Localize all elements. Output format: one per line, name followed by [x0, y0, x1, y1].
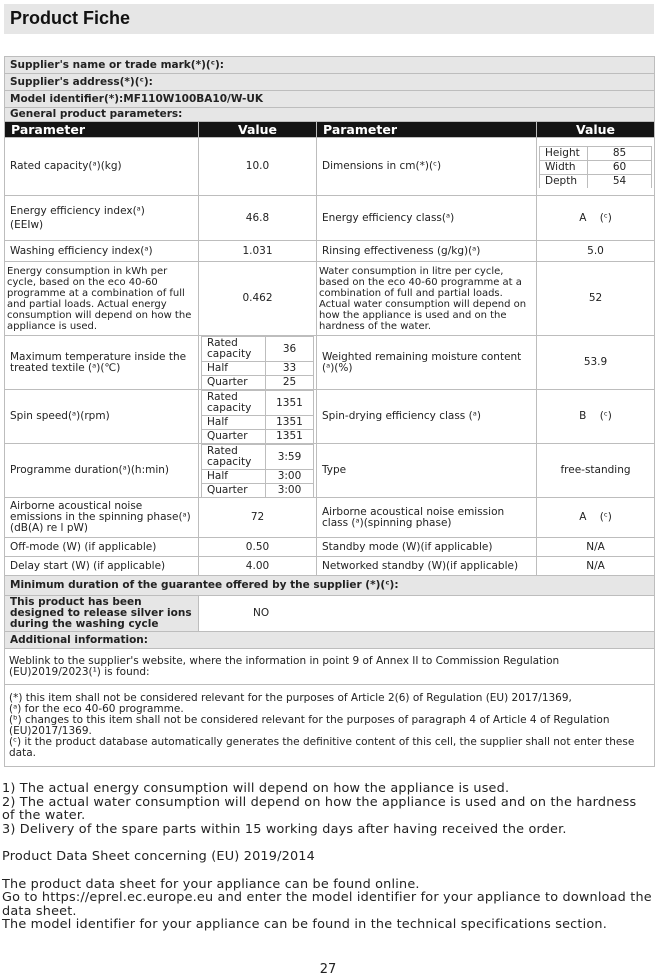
- footnote: (ᵇ) changes to this item shall not be considered relevant for the purposes of paragraph 4 of Article 4 of Regulation (EU)2017/1369.: [9, 713, 610, 737]
- moisture-value: 53.9: [537, 336, 655, 390]
- header-value: Value: [199, 122, 317, 138]
- depth-value: 54: [588, 174, 652, 188]
- footnote: (*) this item shall not be considered relevant for the purposes of Article 2(6) of Regulation (EU) 2017/1369,: [9, 691, 572, 704]
- standby-label: Standby mode (W)(if applicable): [317, 538, 537, 557]
- guarantee-row: Minimum duration of the guarantee offered by the supplier (*)(ᶜ):: [5, 576, 655, 596]
- depth-label: Depth: [540, 174, 588, 188]
- datasheet-title: Product Data Sheet concerning (EU) 2019/2014: [2, 849, 315, 864]
- washing-efficiency-label: Washing efficiency index(ᵃ): [5, 241, 199, 262]
- note-energy: 1) The actual energy consumption will depend on how the appliance is used.: [2, 781, 510, 796]
- spin-speed-label: Spin speed(ᵃ)(rpm): [5, 390, 199, 444]
- water-consumption-value: 52: [537, 262, 655, 336]
- spin-class-value: B (ᶜ): [537, 390, 655, 444]
- rinsing-value: 5.0: [537, 241, 655, 262]
- height-label: Height: [540, 146, 588, 160]
- dimensions-cell: [537, 138, 655, 196]
- header-parameter: Parameter: [5, 122, 199, 138]
- header-parameter-2: Parameter: [317, 122, 537, 138]
- width-value: 60: [588, 160, 652, 174]
- footnotes: [5, 685, 655, 767]
- max-temp-cell: Rated capacity 36 Half 33 Quarter 25: [199, 336, 317, 390]
- datasheet-para-2: Go to https://eprel.ec.europe.eu and enter the model identifier for your appliance to download the data sheet.: [2, 890, 652, 919]
- product-fiche-table: [4, 56, 654, 767]
- supplier-address-row: Supplier's address(*)(ᶜ):: [5, 74, 655, 91]
- additional-info-row: Additional information:: [5, 632, 655, 649]
- networked-label: Networked standby (W)(if applicable): [317, 557, 537, 576]
- noise-class-value: A (ᶜ): [537, 498, 655, 538]
- water-consumption-label: Water consumption in litre per cycle, based on the eco 40-60 programme at a combination of full and partial loads. Actual water consumption will depend on how the appliance is used and on the hardness of the water.: [317, 262, 537, 336]
- footnote: (ᶜ) it the product database automatically generates the definitive content of this cell, the supplier shall not enter these data.: [9, 735, 635, 759]
- page-title: Product Fiche: [4, 4, 654, 34]
- height-value: 85: [588, 146, 652, 160]
- standby-value: N/A: [537, 538, 655, 557]
- spin-speed-cell: Rated capacity 1351 Half 1351 Quarter 1351: [199, 390, 317, 444]
- model-identifier-row: Model identifier(*):MF110W100BA10/W-UK: [5, 91, 655, 108]
- networked-value: N/A: [537, 557, 655, 576]
- energy-class-value: A (ᶜ): [537, 196, 655, 241]
- note-spare-parts: 3) Delivery of the spare parts within 15 working days after having received the order.: [2, 821, 567, 837]
- energy-consumption-value: 0.462: [199, 262, 317, 336]
- noise-value: 72: [199, 498, 317, 538]
- moisture-label: Weighted remaining moisture content (ᵃ)(%): [317, 336, 537, 390]
- eei-value: 46.8: [199, 196, 317, 241]
- note-water: 2) The actual water consumption will depend on how the appliance is used and on the hardness of the water.: [2, 794, 637, 823]
- dimensions-label: Dimensions in cm(*)(ᶜ): [317, 138, 537, 196]
- off-mode-value: 0.50: [199, 538, 317, 557]
- silver-label: This product has been designed to release silver ions during the washing cycle: [5, 596, 199, 632]
- energy-consumption-label: Energy consumption in kWh per cycle, based on the eco 40-60 programme at a combination of full and partial loads. Actual energy consumption will depend on how the appliance is used.: [5, 262, 199, 336]
- delay-start-value: 4.00: [199, 557, 317, 576]
- silver-value: NO: [199, 596, 655, 632]
- general-parameters-row: General product parameters:: [5, 108, 655, 122]
- rated-capacity-label: Rated capacity(ᵃ)(kg): [5, 138, 199, 196]
- max-temp-label: Maximum temperature inside the treated textile (ᵃ)(℃): [5, 336, 199, 390]
- rated-capacity-value: 10.0: [199, 138, 317, 196]
- off-mode-label: Off-mode (W) (if applicable): [5, 538, 199, 557]
- spin-class-label: Spin-drying efficiency class (ᵃ): [317, 390, 537, 444]
- datasheet-para-3: The model identifier for your appliance can be found in the technical specifications section.: [2, 917, 607, 932]
- energy-class-label: Energy efficiency class(ᵃ): [317, 196, 537, 241]
- noise-label: Airborne acoustical noise emissions in the spinning phase(ᵃ) (dB(A) re l pW): [5, 498, 199, 538]
- width-label: Width: [540, 160, 588, 174]
- duration-cell: Rated capacity 3:59 Half 3:00 Quarter 3:00: [199, 444, 317, 498]
- eei-label: Energy efficiency index(ᵃ) (EEIw): [5, 196, 199, 241]
- header-value-2: Value: [537, 122, 655, 138]
- duration-label: Programme duration(ᵃ)(h:min): [5, 444, 199, 498]
- supplier-name-row: Supplier's name or trade mark(*)(ᶜ):: [5, 57, 655, 74]
- footnote: (ᵃ) for the eco 40-60 programme.: [9, 702, 184, 715]
- noise-class-label: Airborne acoustical noise emission class (ᵃ)(spinning phase): [317, 498, 537, 538]
- rinsing-label: Rinsing effectiveness (g/kg)(ᵃ): [317, 241, 537, 262]
- weblink-row: Weblink to the supplier's website, where the information in point 9 of Annex II to Commission Regulation (EU)2019/2023(¹) is found:: [5, 649, 655, 685]
- type-label: Type: [317, 444, 537, 498]
- delay-start-label: Delay start (W) (if applicable): [5, 557, 199, 576]
- type-value: free-standing: [537, 444, 655, 498]
- page-number: 27: [319, 962, 337, 977]
- body-text: [2, 782, 652, 932]
- datasheet-para-1: The product data sheet for your appliance can be found online.: [2, 876, 420, 892]
- washing-efficiency-value: 1.031: [199, 241, 317, 262]
